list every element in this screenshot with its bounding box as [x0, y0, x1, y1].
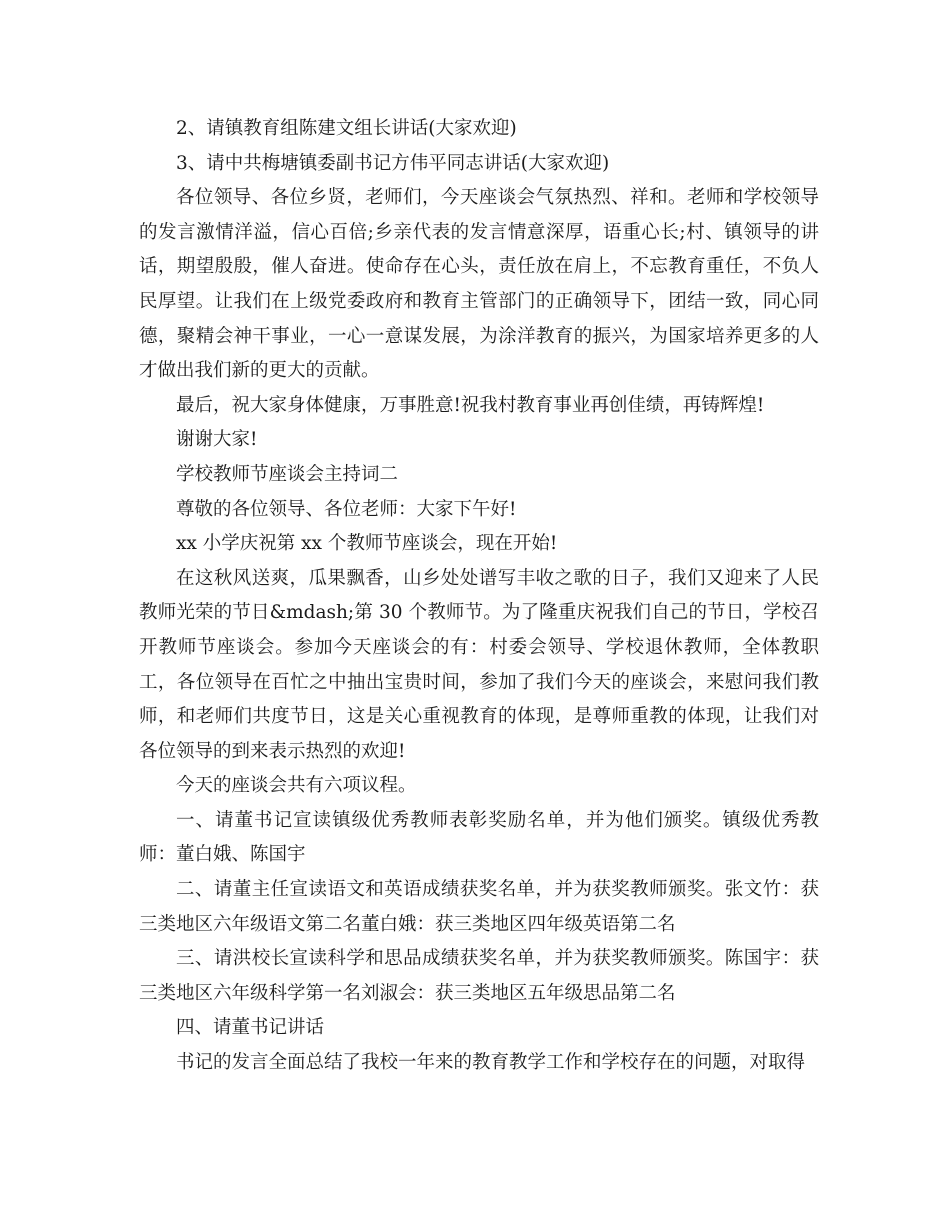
paragraph-final-wishes: 最后，祝大家身体健康，万事胜意!祝我村教育事业再创佳绩，再铸辉煌! [176, 394, 765, 416]
paragraph-introduction: 在这秋风送爽，瓜果飘香，山乡处处谱写丰收之歌的日子，我们又迎来了人民教师光荣的节日&mdash;第 30 个教师节。为了隆重庆祝我们自己的节日，学校召开教师节座谈会。参加今天座谈会的有：村委会领导、学校退休教师，全体教职工，各位领导在百忙之中抽出宝贵时间，参加了我们今天的座谈会，来慰问我们教师，和老师们共度节日，这是关心重视教育的体现，是尊师重教的体现，让我们对各位领导的到来表示热烈的欢迎! [139, 567, 819, 762]
paragraph-speaker-2: 2、请镇教育组陈建文组长讲话(大家欢迎) [176, 118, 517, 139]
agenda-item-4: 四、请董书记讲话 [176, 1017, 325, 1039]
paragraph-closing-remarks: 各位领导、各位乡贤，老师们，今天座谈会气氛热烈、祥和。老师和学校领导的发言激情洋溢，信心百倍;乡亲代表的发言情意深厚，语重心长;村、镇领导的讲话，期望殷殷，催人奋进。使命存在心头，责任放在肩上，不忘教育重任，不负人民厚望。让我们在上级党委政府和教育主管部门的正确领导下，团结一致，同心同德，聚精会神干事业，一心一意谋发展，为涂洋教育的振兴，为国家培养更多的人才做出我们新的更大的贡献。 [139, 187, 819, 382]
agenda-item-1: 一、请董书记宣读镇级优秀教师表彰奖励名单，并为他们颁奖。镇级优秀教师：董白娥、陈国宇 [139, 809, 819, 866]
paragraph-greeting: 尊敬的各位领导、各位老师：大家下午好! [176, 498, 517, 520]
paragraph-summary: 书记的发言全面总结了我校一年来的教育教学工作和学校存在的问题，对取得 [176, 1052, 806, 1074]
agenda-item-3: 三、请洪校长宣读科学和思品成绩获奖名单，并为获奖教师颁奖。陈国宇：获三类地区六年级科学第一名刘淑会：获三类地区五年级思品第二名 [139, 948, 819, 1004]
paragraph-speaker-3: 3、请中共梅塘镇委副书记方伟平同志讲话(大家欢迎) [176, 152, 610, 174]
document-body [139, 112, 819, 1081]
paragraph-agenda-intro: 今天的座谈会共有六项议程。 [176, 775, 417, 797]
paragraph-opening: xx 小学庆祝第 xx 个教师节座谈会，现在开始! [176, 533, 558, 555]
agenda-item-2: 二、请董主任宣读语文和英语成绩获奖名单，并为获奖教师颁奖。张文竹：获三类地区六年级语文第二名董白娥：获三类地区四年级英语第二名 [139, 879, 819, 935]
paragraph-thanks: 谢谢大家! [176, 429, 258, 451]
section-heading: 学校教师节座谈会主持词二 [176, 463, 399, 485]
